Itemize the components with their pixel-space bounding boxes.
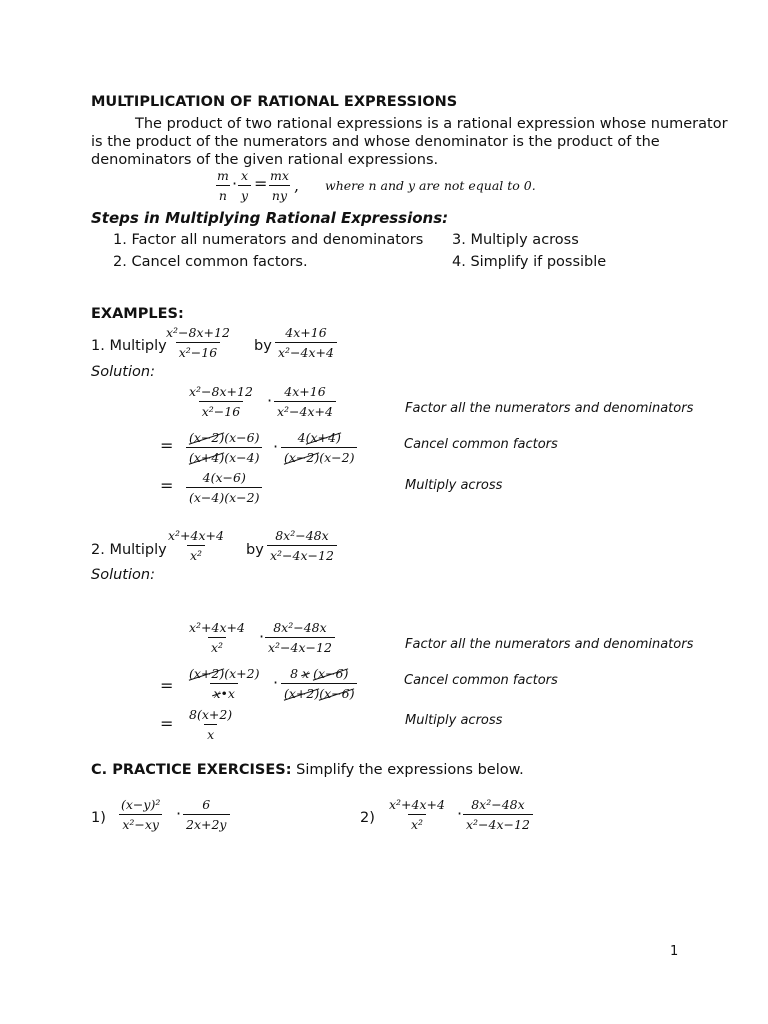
ex1-r2-a-denominator: (x+4)(x−4)	[186, 447, 262, 465]
equals-sign: =	[160, 714, 174, 733]
ex2-r1-a-denominator: x²	[208, 637, 226, 655]
practice-1-b-numerator: 6	[202, 797, 211, 812]
ex1-note-cancel: Cancel common factors	[404, 437, 558, 452]
ex2-note-factor: Factor all the numerators and denominators	[405, 637, 694, 652]
intro-line-1: The product of two rational expressions is a rational expression whose numerator	[135, 116, 728, 132]
page-number: 1	[670, 944, 679, 959]
practice-1-fraction-b	[183, 797, 230, 832]
ex2-by: by	[246, 542, 264, 558]
ex1-a-denominator: x²−16	[176, 342, 220, 360]
formula-condition: where n and y are not equal to 0.	[325, 178, 536, 193]
ex2-r2-a-numerator: (x+2)(x+2)	[189, 666, 260, 681]
ex2-r3-fraction	[186, 707, 235, 742]
formula-f2-numerator: x	[241, 168, 249, 183]
intro-line-2: is the product of the numerators and whose denominator is the product of the	[91, 134, 660, 150]
ex1-r2-fraction-b	[281, 430, 357, 465]
ex2-note-multiply: Multiply across	[405, 713, 503, 728]
formula-fraction-2	[238, 168, 251, 203]
equals-sign: =	[254, 174, 268, 193]
ex1-fraction-b	[275, 325, 337, 360]
ex1-r2-b-numerator: 4(x+4)	[297, 430, 341, 445]
practice-heading-line	[91, 761, 524, 779]
ex2-a-numerator: x²+4x+4	[168, 528, 224, 543]
ex2-r3-denominator: x	[204, 724, 217, 742]
ex2-fraction-a	[165, 528, 227, 563]
ex2-r2-fraction-a	[186, 666, 262, 701]
ex1-r2-a-numerator: (x−2)(x−6)	[189, 430, 260, 445]
formula-f1-numerator: m	[217, 168, 229, 183]
ex1-r1-b-denominator: x²−4x+4	[274, 401, 336, 419]
practice-2-a-numerator: x²+4x+4	[389, 797, 445, 812]
multiply-dot: ·	[232, 174, 238, 193]
ex2-r1-fraction-a	[186, 620, 248, 655]
step-1: 1. Factor all numerators and denominators	[113, 232, 424, 248]
equals-sign: =	[160, 676, 174, 695]
practice-2-b-denominator: x²−4x−12	[463, 814, 533, 832]
step-4: 4. Simplify if possible	[452, 254, 607, 270]
ex1-b-denominator: x²−4x+4	[275, 342, 337, 360]
multiply-dot: ·	[273, 673, 279, 692]
ex1-a-numerator: x²−8x+12	[166, 325, 230, 340]
formula-f3-denominator: ny	[269, 185, 290, 203]
multiply-dot: ·	[273, 437, 279, 456]
ex2-r1-a-numerator: x²+4x+4	[189, 620, 245, 635]
practice-instruction: Simplify the expressions below.	[291, 762, 524, 778]
practice-1-label: 1)	[91, 810, 106, 826]
multiply-dot: ·	[176, 804, 182, 823]
ex2-r1-b-numerator: 8x²−48x	[273, 620, 327, 635]
ex1-solution-label: Solution:	[91, 364, 155, 380]
multiply-dot: ·	[267, 391, 273, 410]
ex2-fraction-b	[267, 528, 337, 563]
practice-1-a-denominator: x²−xy	[119, 814, 162, 832]
practice-2-label: 2)	[360, 810, 375, 826]
ex1-r2-fraction-a	[186, 430, 262, 465]
ex1-b-numerator: 4x+16	[285, 325, 327, 340]
ex1-r1-fraction-a	[186, 384, 256, 419]
ex2-r2-b-denominator: (x+2)(x−6)	[281, 683, 357, 701]
multiply-dot: ·	[259, 627, 265, 646]
step-2: 2. Cancel common factors.	[113, 254, 308, 270]
ex1-prompt: 1. Multiply	[91, 338, 167, 354]
ex2-r2-fraction-b	[281, 666, 357, 701]
ex1-r1-a-numerator: x²−8x+12	[189, 384, 253, 399]
ex1-r1-fraction-b	[274, 384, 336, 419]
ex2-r1-fraction-b	[265, 620, 335, 655]
equals-sign: =	[160, 476, 174, 495]
ex1-r3-numerator: 4(x−6)	[202, 470, 246, 485]
ex2-r3-numerator: 8(x+2)	[189, 707, 233, 722]
ex1-by: by	[254, 338, 272, 354]
ex2-note-cancel: Cancel common factors	[404, 673, 558, 688]
ex2-solution-label: Solution:	[91, 567, 155, 583]
ex2-b-numerator: 8x²−48x	[275, 528, 329, 543]
ex1-note-multiply: Multiply across	[405, 478, 503, 493]
formula-fraction-1	[214, 168, 232, 203]
formula-f2-denominator: y	[238, 185, 251, 203]
ex1-note-factor: Factor all the numerators and denominators	[405, 401, 694, 416]
ex2-r2-a-denominator: x•x	[210, 683, 238, 701]
ex1-r1-a-denominator: x²−16	[199, 401, 243, 419]
ex2-r2-b-numerator: 8 x (x−6)	[290, 666, 349, 681]
examples-heading: EXAMPLES:	[91, 306, 184, 322]
practice-2-b-numerator: 8x²−48x	[471, 797, 525, 812]
multiply-dot: ·	[457, 804, 463, 823]
page-title: MULTIPLICATION OF RATIONAL EXPRESSIONS	[91, 94, 458, 110]
practice-heading: C. PRACTICE EXERCISES:	[91, 762, 292, 778]
steps-heading: Steps in Multiplying Rational Expressions:	[91, 209, 449, 227]
practice-1-fraction-a	[118, 797, 163, 832]
practice-1-a-numerator: (x−y)²	[121, 797, 161, 812]
formula-f3-numerator: mx	[270, 168, 289, 183]
ex2-b-denominator: x²−4x−12	[267, 545, 337, 563]
ex1-fraction-a	[163, 325, 233, 360]
step-3: 3. Multiply across	[452, 232, 579, 248]
ex2-r1-b-denominator: x²−4x−12	[265, 637, 335, 655]
ex1-r3-fraction	[186, 470, 262, 505]
practice-1-b-denominator: 2x+2y	[183, 814, 230, 832]
practice-2-a-denominator: x²	[408, 814, 426, 832]
equals-sign: =	[160, 436, 174, 455]
formula-f1-denominator: n	[216, 185, 230, 203]
ex1-r3-denominator: (x−4)(x−2)	[186, 487, 262, 505]
intro-line-3: denominators of the given rational expressions.	[91, 152, 439, 168]
ex1-r1-b-numerator: 4x+16	[284, 384, 326, 399]
practice-2-fraction-a	[386, 797, 448, 832]
ex2-a-denominator: x²	[187, 545, 205, 563]
formula-fraction-3	[267, 168, 292, 203]
ex1-r2-b-denominator: (x−2)(x−2)	[281, 447, 357, 465]
comma: ,	[294, 176, 300, 195]
ex2-prompt: 2. Multiply	[91, 542, 167, 558]
practice-2-fraction-b	[463, 797, 533, 832]
